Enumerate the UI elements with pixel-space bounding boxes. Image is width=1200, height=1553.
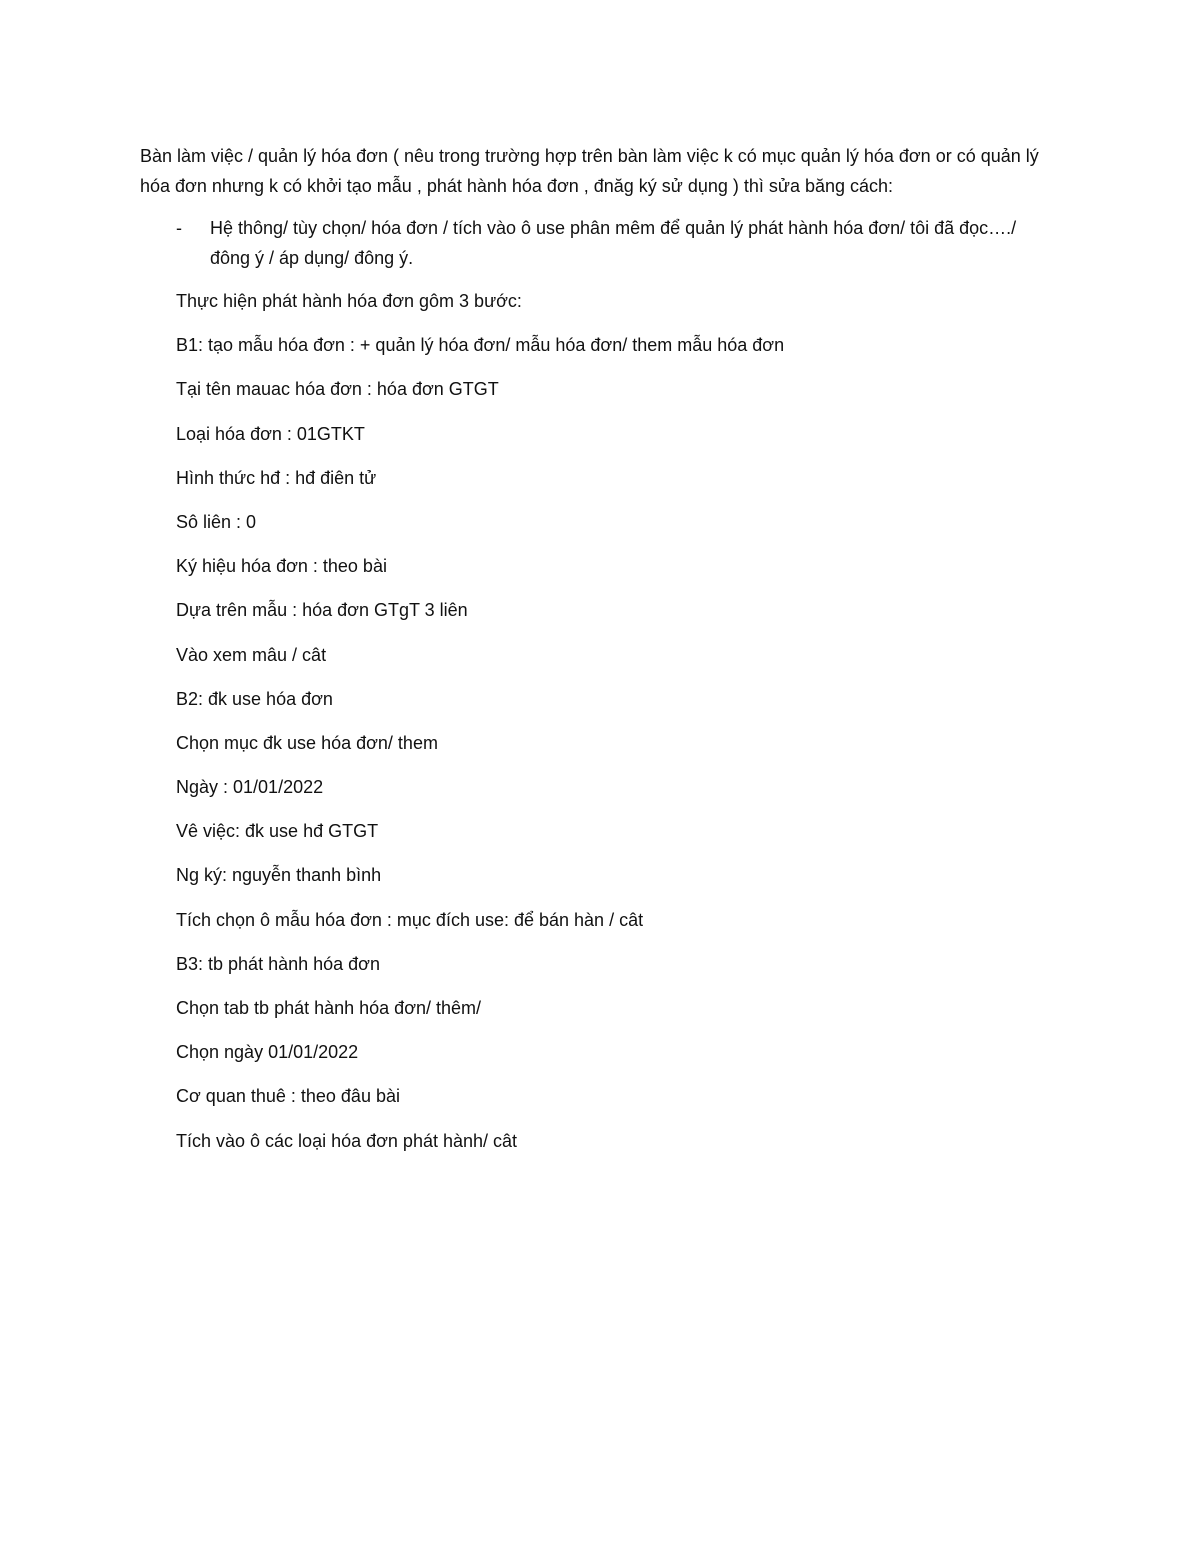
line-choose-tab: Chọn tab tb phát hành hóa đơn/ thêm/: [176, 998, 482, 1018]
line-invoice-type: Loại hóa đơn : 01GTKT: [176, 423, 365, 444]
line-select-invoice-types: Tích vào ô các loại hóa đơn phát hành/ cât: [176, 1130, 518, 1151]
line-tax-office: Cơ quan thuê : theo đâu bài: [176, 1086, 400, 1107]
line-steps-intro: Thực hiện phát hành hóa đơn gôm 3 bước:: [176, 291, 522, 311]
line-template-name: Tại tên mauac hóa đơn : hóa đơn GTGT: [176, 379, 499, 400]
line-copy-count: Sô liên : 0: [176, 511, 257, 532]
line-signer: Ng ký: nguyễn thanh bình: [176, 865, 382, 886]
line-base-template: Dựa trên mẫu : hóa đơn GTgT 3 liên: [176, 600, 468, 621]
line-b2-heading: B2: đk use hóa đơn: [176, 688, 333, 709]
bullet-item: [176, 213, 1056, 273]
line-b3-heading: B3: tb phát hành hóa đơn: [176, 953, 380, 974]
line-b1-heading: B1: tạo mẫu hóa đơn : + quản lý hóa đơn/ mẫu hóa đơn/ them mẫu hóa đơn: [176, 335, 785, 356]
line-invoice-symbol: Ký hiệu hóa đơn : theo bài: [176, 556, 387, 577]
line-subject: Vê việc: đk use hđ GTGT: [176, 821, 379, 842]
instruction-lines: [176, 286, 1076, 1170]
bullet-text: Hệ thông/ tùy chọn/ hóa đơn / tích vào ô use phân mêm để quản lý phát hành hóa đơn/ tôi đã đọc…./ đông ý / áp dụng/ đông ý.: [210, 218, 1017, 268]
line-choose-register: Chọn mục đk use hóa đơn/ them: [176, 732, 438, 753]
line-view-template: Vào xem mâu / cât: [176, 644, 327, 665]
line-choose-date: Chọn ngày 01/01/2022: [176, 1042, 359, 1063]
bullet-marker: -: [176, 218, 182, 238]
line-invoice-form: Hình thức hđ : hđ điên tử: [176, 467, 377, 488]
line-date: Ngày : 01/01/2022: [176, 777, 324, 798]
intro-paragraph: Bàn làm việc / quản lý hóa đơn ( nêu trong trường hợp trên bàn làm việc k có mục quản lý hóa đơn or có quản lý hóa đơn nhưng k có khởi tạo mẫu , phát hành hóa đơn , đnăg ký sử dụng ) thì sửa băng cách:: [140, 146, 1039, 196]
line-select-template: Tích chọn ô mẫu hóa đơn : mục đích use: để bán hàn / cât: [176, 909, 644, 930]
